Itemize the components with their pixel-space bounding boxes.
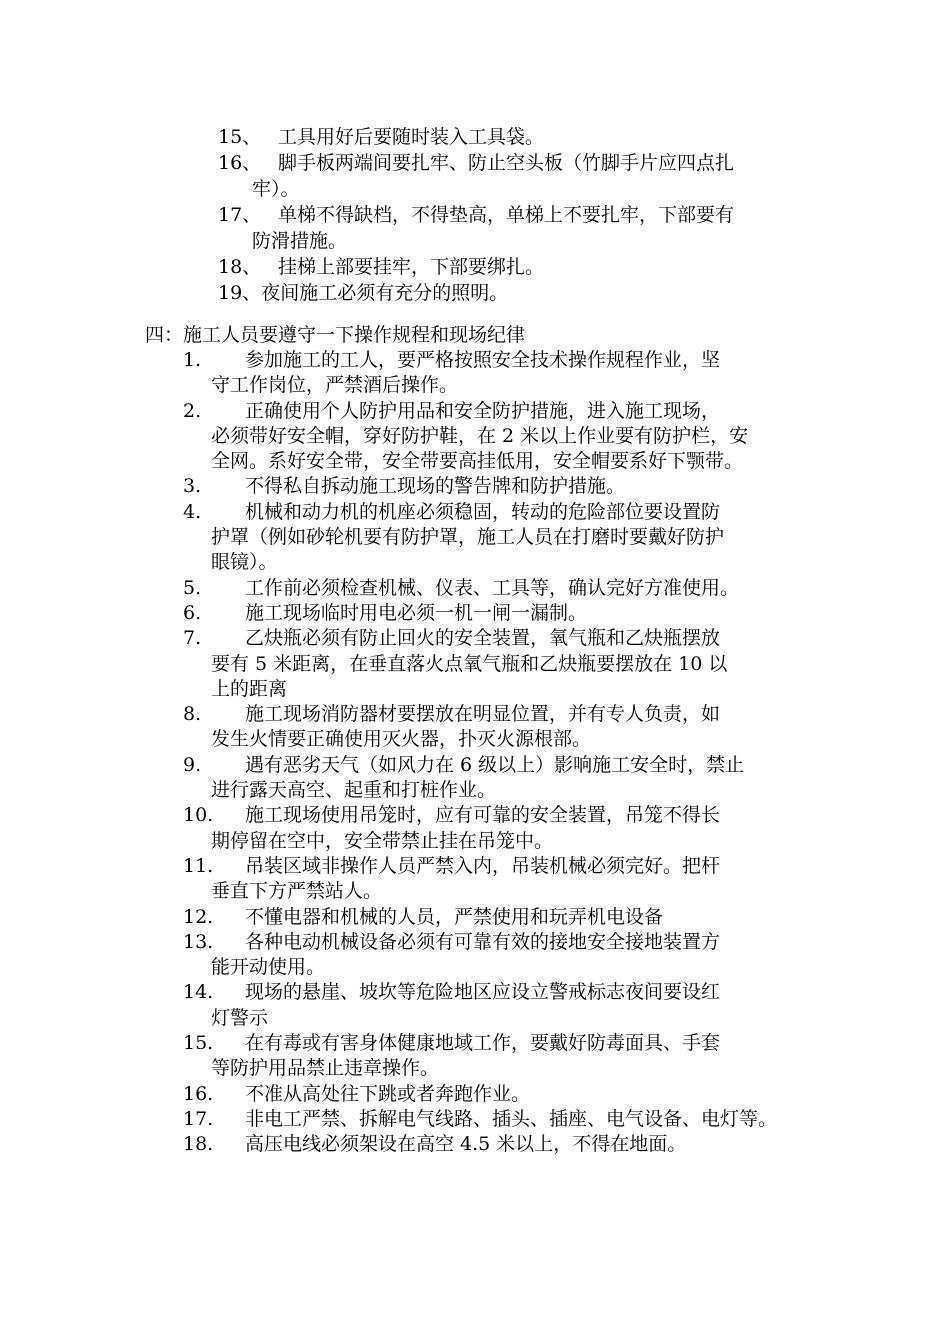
list-item [183, 474, 823, 499]
list-item [183, 399, 823, 475]
item-number: 18. [183, 1133, 214, 1156]
item-number: 16、 [218, 152, 262, 174]
item-text: 现场的悬崖、坡坎等危险地区应设立警戒标志夜间要设红 [245, 981, 721, 1004]
item-number: 10. [183, 804, 214, 827]
item-text: 单梯不得缺档，不得垫高，单梯上不要扎牢，下部要有 [278, 204, 735, 226]
item-text-continued: 护罩（例如砂轮机要有防护罩，施工人员在打磨时要戴好防护 [211, 526, 725, 549]
item-number: 3. [183, 475, 202, 498]
item-number: 15. [183, 1032, 214, 1055]
list-item [183, 348, 823, 399]
item-text: 工具用好后要随时装入工具袋。 [278, 126, 545, 148]
item-text: 吊装区域非操作人员严禁入内，吊装机械必须完好。把杆 [245, 854, 721, 877]
item-number: 7. [183, 627, 202, 650]
item-text: 夜间施工必须有充分的照明。 [261, 282, 509, 304]
item-text-continued: 灯警示 [211, 1006, 269, 1029]
item-text: 工作前必须检查机械、仪表、工具等，确认完好方准使用。 [245, 576, 740, 599]
list-item [183, 702, 823, 753]
list-item [218, 280, 818, 306]
item-text: 遇有恶劣天气（如风力在 6 级以上）影响施工安全时，禁止 [245, 753, 745, 776]
item-text-continued: 进行露天高空、起重和打桩作业。 [211, 779, 497, 802]
item-text-continued: 必须带好安全帽，穿好防护鞋，在 2 米以上作业要有防护栏，安 [211, 424, 749, 447]
list-item [218, 254, 818, 280]
list-item [183, 626, 823, 702]
list-item [183, 905, 823, 930]
item-number: 16. [183, 1082, 214, 1105]
item-text: 施工现场消防器材要摆放在明显位置，并有专人负责，如 [245, 703, 721, 726]
item-text: 挂梯上部要挂牢，下部要绑扎。 [278, 256, 545, 278]
section-heading: 四：施工人员要遵守一下操作规程和现场纪律 [145, 324, 526, 346]
list-item [183, 1132, 823, 1157]
item-number: 14. [183, 981, 214, 1004]
item-text-continued: 期停留在空中，安全带禁止挂在吊笼中。 [211, 829, 554, 852]
list-item [218, 124, 818, 150]
item-text-continued: 等防护用品禁止违章操作。 [211, 1057, 440, 1080]
item-number: 5. [183, 576, 202, 599]
item-text: 各种电动机械设备必须有可靠有效的接地安全接地装置方 [245, 930, 721, 953]
list-item [183, 930, 823, 981]
list-item [218, 150, 818, 202]
item-text: 不得私自拆动施工现场的警告牌和防护措施。 [245, 475, 626, 498]
item-text-continued: 防滑措施。 [252, 230, 348, 252]
list-item [183, 601, 823, 626]
item-number: 17、 [218, 204, 262, 226]
item-text-continued: 能开动使用。 [211, 956, 326, 979]
list-item [183, 1107, 823, 1132]
item-number: 6. [183, 601, 202, 624]
item-number: 9. [183, 753, 202, 776]
item-text: 不懂电器和机械的人员，严禁使用和玩弄机电设备 [245, 905, 664, 928]
item-text-continued: 眼镜）。 [211, 551, 278, 574]
list-item [183, 980, 823, 1031]
item-text-continued: 全网。系好安全带，安全带要高挂低用，安全帽要系好下颚带。 [211, 450, 744, 473]
item-number: 12. [183, 905, 214, 928]
list-item [183, 1031, 823, 1082]
item-text: 不准从高处往下跳或者奔跑作业。 [245, 1082, 531, 1105]
item-number: 19、 [218, 282, 262, 304]
list-item [183, 500, 823, 576]
item-number: 1. [183, 349, 202, 371]
item-text: 高压电线必须架设在高空 4.5 米以上，不得在地面。 [245, 1133, 687, 1156]
site-rules-list [183, 348, 823, 1158]
item-text: 参加施工的工人，要严格按照安全技术操作规程作业，坚 [245, 349, 721, 371]
item-text-continued: 垂直下方严禁站人。 [211, 880, 383, 903]
item-number: 11. [183, 854, 214, 877]
tool-safety-list [218, 124, 818, 306]
item-text: 脚手板两端间要扎牢、防止空头板（竹脚手片应四点扎 [278, 152, 735, 174]
item-text: 乙炔瓶必须有防止回火的安全装置，氧气瓶和乙炔瓶摆放 [245, 627, 721, 650]
list-item [183, 576, 823, 601]
item-text: 在有毒或有害身体健康地域工作，要戴好防毒面具、手套 [245, 1032, 721, 1055]
item-text: 非电工严禁、拆解电气线路、插头、插座、电气设备、电灯等。 [245, 1107, 778, 1130]
item-text: 施工现场临时用电必须一机一闸一漏制。 [245, 601, 588, 624]
list-item [218, 202, 818, 254]
item-text-continued: 牢）。 [252, 178, 300, 200]
item-text-continued: 发生火情要正确使用灭火器，扑灭火源根部。 [211, 728, 592, 751]
item-number: 15、 [218, 126, 262, 148]
item-number: 8. [183, 703, 202, 726]
item-number: 4. [183, 500, 202, 523]
list-item [183, 753, 823, 804]
list-item [183, 1082, 823, 1107]
item-text: 机械和动力机的机座必须稳固，转动的危险部位要设置防 [245, 500, 721, 523]
item-text: 正确使用个人防护用品和安全防护措施，进入施工现场， [245, 399, 721, 422]
item-text-continued: 上的距离 [211, 677, 288, 700]
list-item [183, 854, 823, 905]
item-text: 施工现场使用吊笼时，应有可靠的安全装置，吊笼不得长 [245, 804, 721, 827]
item-number: 13. [183, 930, 214, 953]
item-number: 18、 [218, 256, 262, 278]
list-item [183, 803, 823, 854]
item-number: 2. [183, 399, 202, 422]
item-text-continued: 守工作岗位，严禁酒后操作。 [211, 374, 459, 397]
item-number: 17. [183, 1107, 214, 1130]
item-text-continued: 要有 5 米距离，在垂直落火点氧气瓶和乙炔瓶要摆放在 10 以 [211, 652, 728, 675]
